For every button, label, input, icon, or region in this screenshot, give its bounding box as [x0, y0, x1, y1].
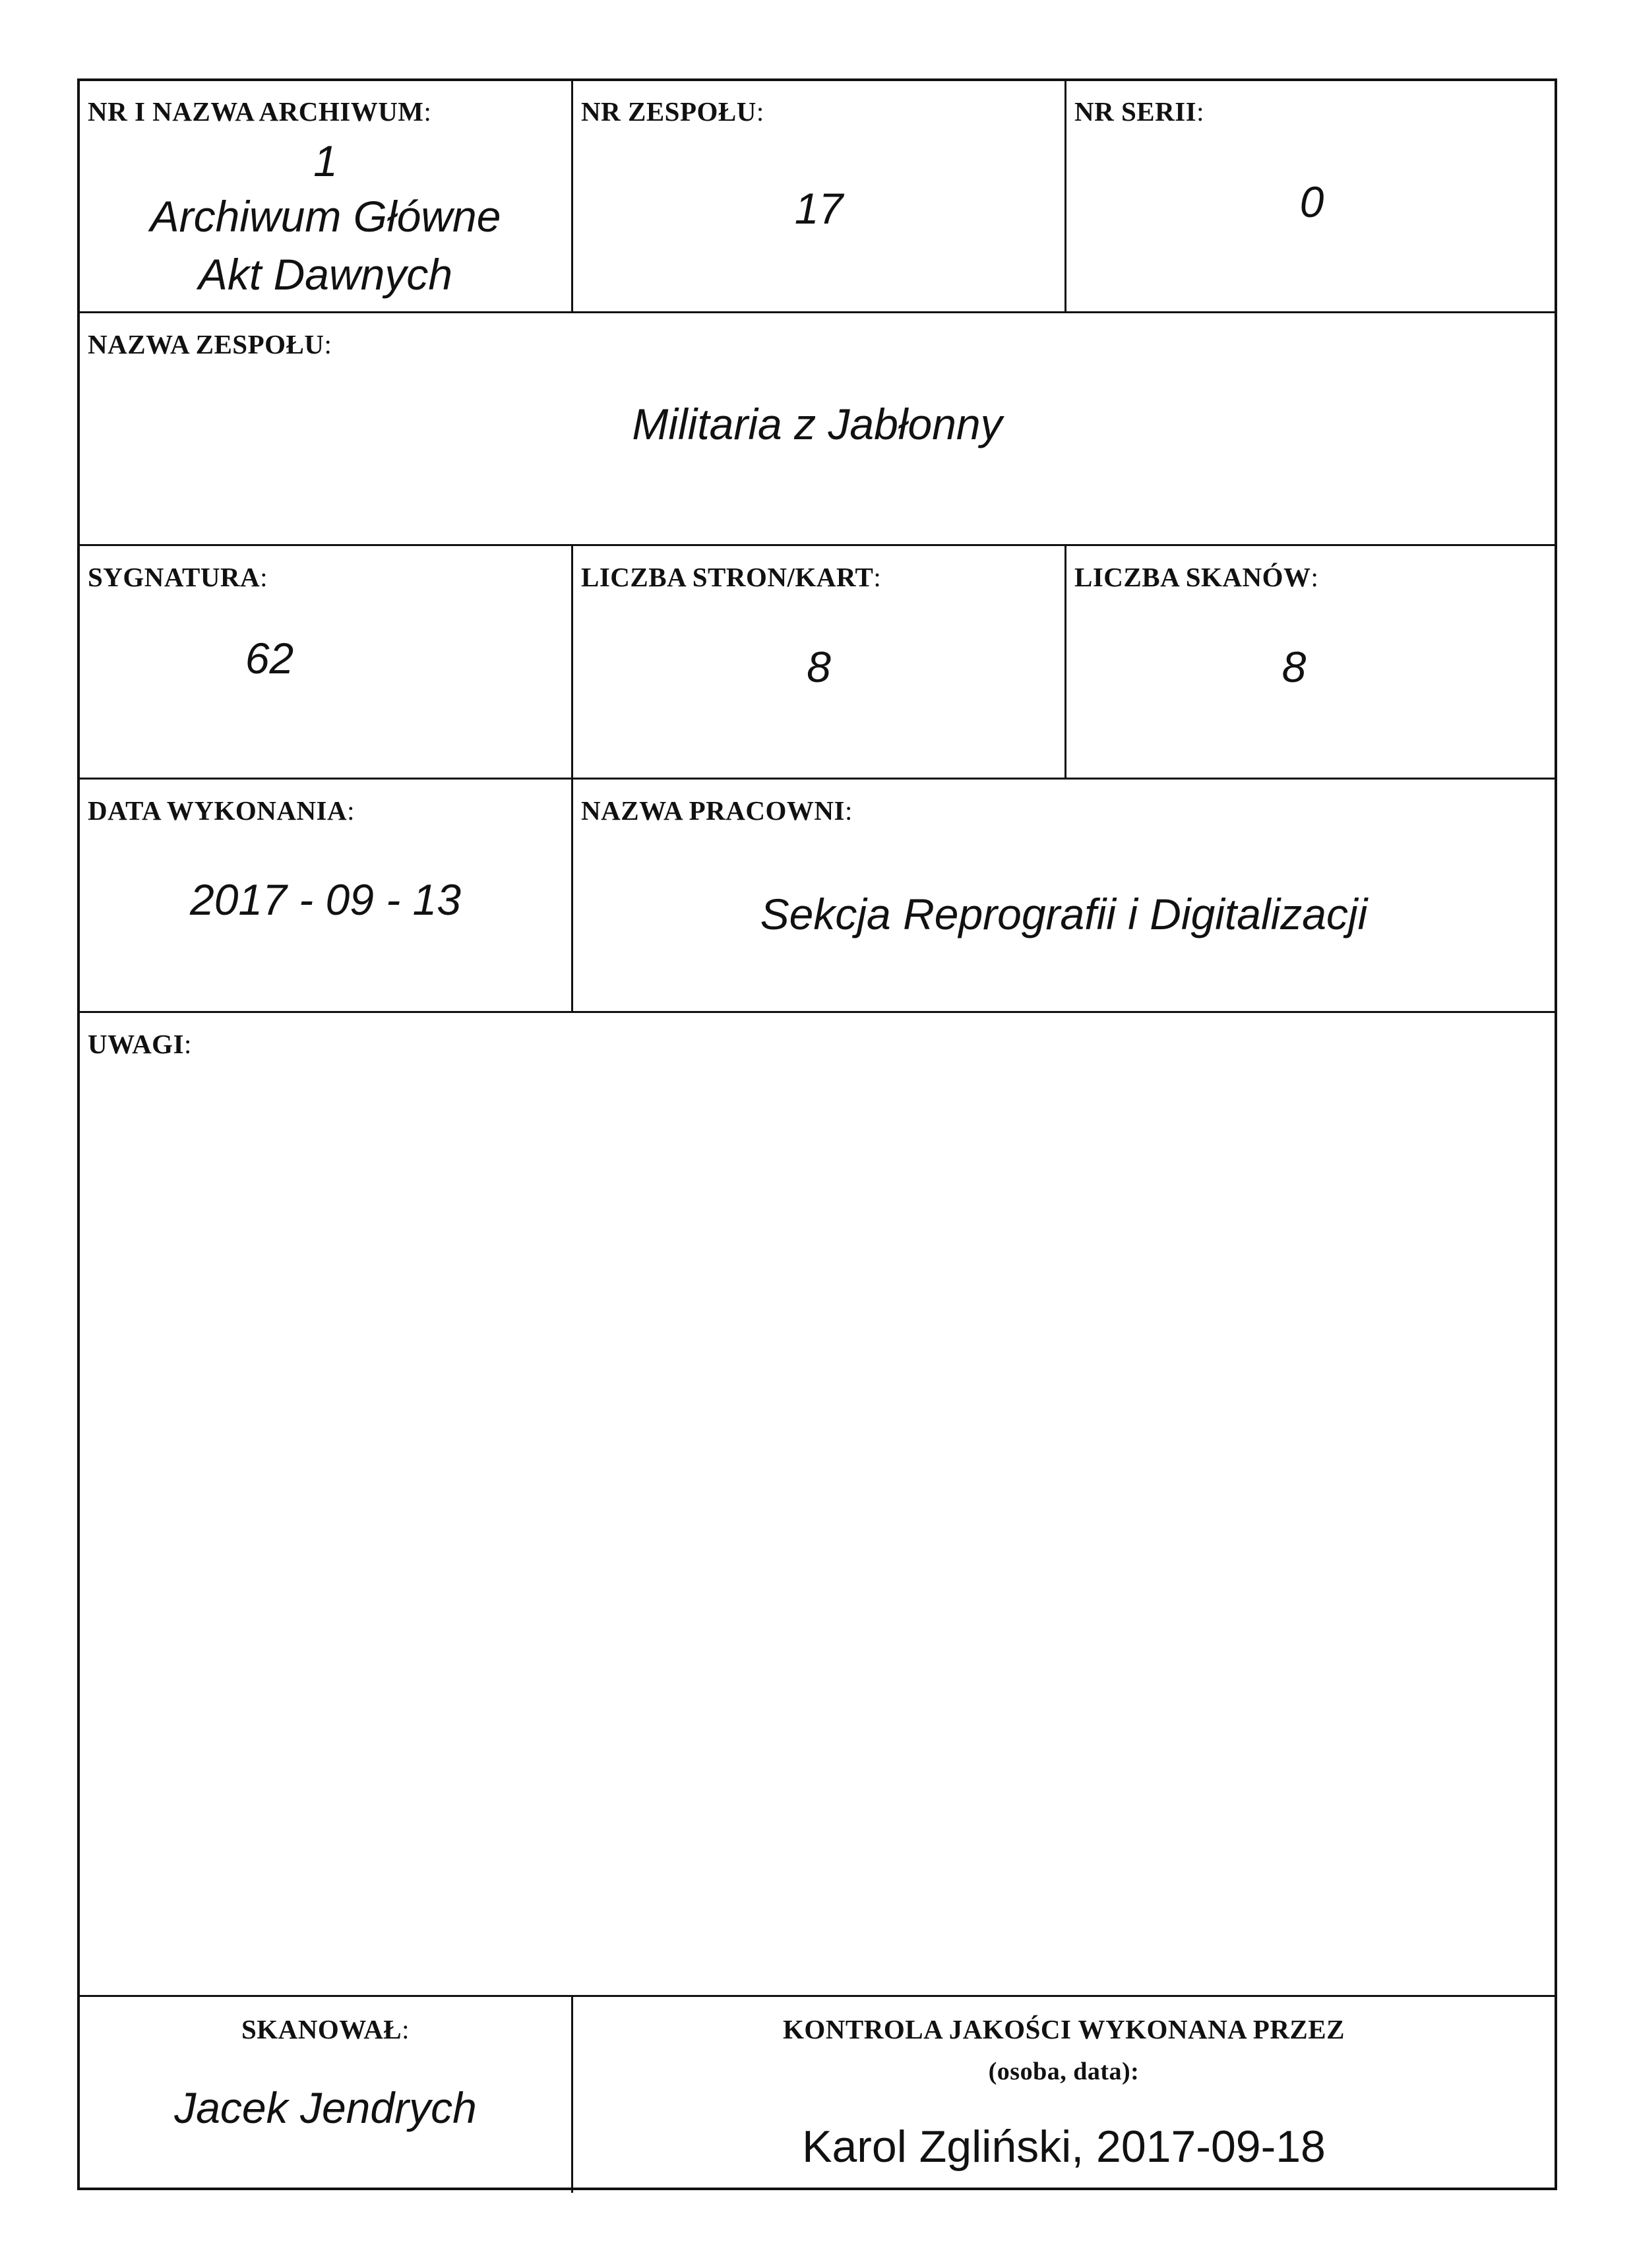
date-value: 2017 - 09 - 13 [190, 875, 461, 924]
series-number: 0 [1299, 177, 1324, 226]
scanned-by-value: Jacek Jendrych [174, 2083, 477, 2132]
qc-label: KONTROLA JAKOŚCI WYKONANA PRZEZ [783, 2014, 1345, 2044]
notes-label: UWAGI: [88, 1029, 192, 1059]
pages-label: LICZBA STRON/KART: [581, 562, 882, 592]
notes-area [80, 1070, 1555, 1987]
qc-value: Karol Zgliński, 2017-09-18 [802, 2122, 1326, 2172]
workshop-label: NAZWA PRACOWNI: [581, 795, 853, 826]
archive-number: 1 [313, 137, 338, 185]
signature-value: 62 [245, 634, 294, 683]
row-divider [80, 544, 1555, 546]
workshop-value: Sekcja Reprografii i Digitalizacji [760, 890, 1368, 938]
scanned-by-label: SKANOWAŁ: [241, 2014, 410, 2044]
scans-label: LICZBA SKANÓW: [1074, 562, 1319, 592]
fonds-name-label: NAZWA ZESPOŁU: [88, 329, 332, 359]
fonds-name: Militaria z Jabłonny [632, 400, 1003, 448]
row-divider [80, 1011, 1555, 1013]
archive-scan-form [77, 78, 1557, 2190]
qc-sublabel: (osoba, data): [988, 2058, 1140, 2085]
archive-label: NR I NAZWA ARCHIWUM: [88, 96, 432, 127]
scans-value: 8 [1281, 642, 1307, 691]
archive-name-line1: Archiwum Główne [150, 192, 501, 241]
fonds-number: 17 [794, 184, 844, 233]
pages-value: 8 [807, 642, 831, 691]
row-divider [80, 1995, 1555, 1997]
signature-label: SYGNATURA: [88, 562, 268, 592]
series-label: NR SERII: [1074, 96, 1205, 127]
row-divider [80, 311, 1555, 313]
row-divider [80, 778, 1555, 780]
archive-name-line2: Akt Dawnych [198, 250, 453, 299]
date-label: DATA WYKONANIA: [88, 795, 355, 826]
fonds-number-label: NR ZESPOŁU: [581, 96, 764, 127]
